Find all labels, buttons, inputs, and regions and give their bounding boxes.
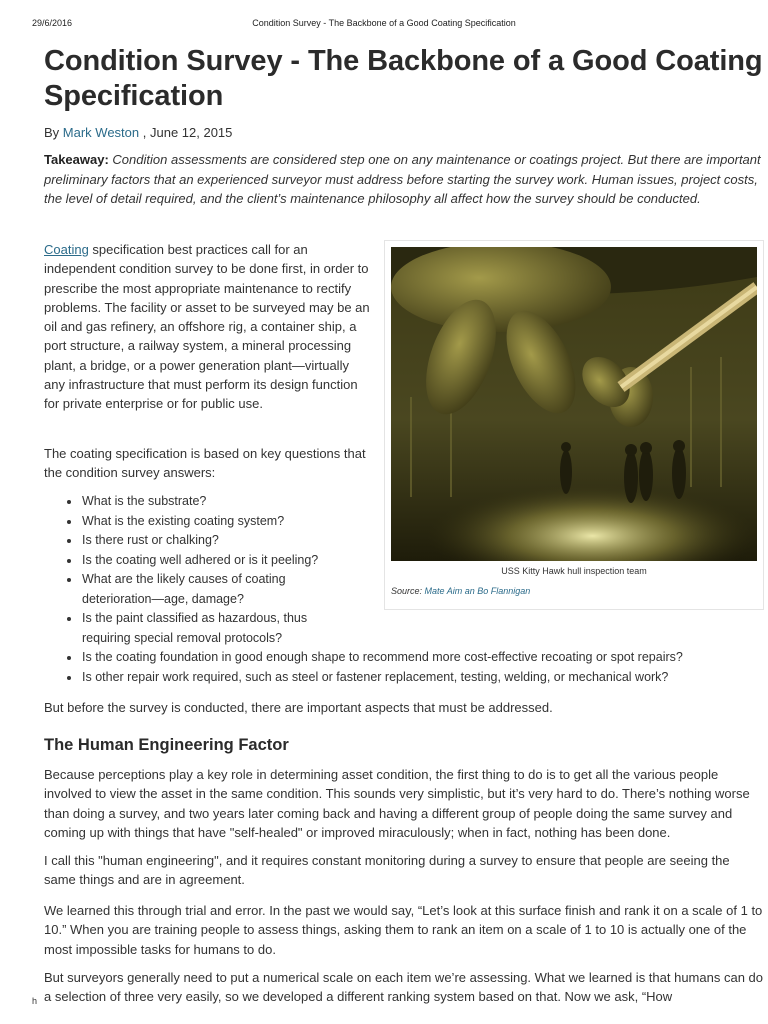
paragraph: Because perceptions play a key role in determining asset condition, the first thing to do is to get all the various people involved to view the asset in the same condition. This sounds very simplistic, but it’s very hard to do. There’s nothing worse than doing a survey, and two years later coming back and having a different group of people doing the same survey and coming up with things that have "self-healed" or improved miraculously; when in fact, nothing has been done. — [44, 767, 750, 840]
list-item: Is the coating well adhered or is it peeling? — [44, 551, 352, 571]
list-item: Is other repair work required, such as steel or fastener replacement, testing, welding, or mechanical work? — [44, 668, 764, 688]
article-title: Condition Survey - The Backbone of a Good Coating Specification — [44, 45, 763, 112]
questions-intro: The coating specification is based on key questions that the condition survey answers: — [44, 446, 366, 481]
takeaway-label: Takeaway: — [44, 152, 109, 167]
article-date: , June 12, 2015 — [142, 125, 233, 140]
print-header — [0, 18, 768, 32]
byline-prefix: By — [44, 125, 60, 140]
section-heading: The Human Engineering Factor — [44, 736, 289, 754]
byline — [44, 125, 764, 140]
takeaway — [44, 150, 764, 209]
list-item: What are the likely causes of coating deterioration—age, damage? — [44, 570, 352, 609]
source-link[interactable]: Mate Aim an Bo Flannigan — [424, 586, 531, 596]
source-label: Source: — [391, 586, 423, 596]
print-date: 29/6/2016 — [32, 18, 73, 28]
intro-paragraph — [44, 240, 370, 414]
list-item: What is the existing coating system? — [44, 512, 352, 532]
coating-link[interactable]: Coating — [44, 242, 89, 257]
intro-text: specification best practices call for an independent condition survey to be done first, in order to prescribe the most appropriate maintenance to rectify problems. The facility or asset to be surveyed may be an oil and gas refinery, an offshore rig, a container ship, a port structure, a railway system, a mineral processing plant, a bridge, or a power generation plant—virtually any infrastructure that must perform its design function for private enterprise or for public use. — [44, 242, 370, 412]
list-item: Is there rust or chalking? — [44, 531, 352, 551]
corner-mark: h — [32, 996, 38, 1006]
paragraph: But surveyors generally need to put a numerical scale on each item we’re assessing. What we learned is that humans can do a selection of three very easily, so we developed a different ranking system based on that. Now we ask, “How — [44, 970, 763, 1005]
figure-caption: USS Kitty Hawk hull inspection team — [501, 566, 647, 576]
article — [44, 44, 764, 1005]
paragraph: We learned this through trial and error. In the past we would say, “Let’s look at this surface finish and rank it on a scale of 1 to 10.” When you are training people to assess things, asking them to rank an item on a scale of 1 to 10 is actually one of the most impossible tasks for humans to do. — [44, 903, 763, 957]
before-survey-paragraph: But before the survey is conducted, there are important aspects that must be addressed. — [44, 700, 553, 715]
list-item: What is the substrate? — [44, 492, 352, 512]
takeaway-text: Condition assessments are considered step one on any maintenance or coatings project. But there are important preliminary factors that an experienced surveyor must address before starting the survey work. Human issues, project costs, the level of detail required, and the client’s maintenance philosophy all affect how the survey should be conducted. — [44, 152, 761, 206]
paragraph: I call this "human engineering", and it requires constant monitoring during a survey to ensure that people are seeing the same things and are in agreement. — [44, 853, 730, 888]
author-link[interactable]: Mark Weston — [62, 125, 140, 140]
list-item: Is the paint classified as hazardous, thus requiring special removal protocols? — [44, 609, 352, 648]
questions-list — [44, 492, 764, 687]
print-title: Condition Survey - The Backbone of a Good Coating Specification — [252, 18, 516, 28]
list-item: Is the coating foundation in good enough shape to recommend more cost-effective recoating or spot repairs? — [44, 648, 764, 668]
